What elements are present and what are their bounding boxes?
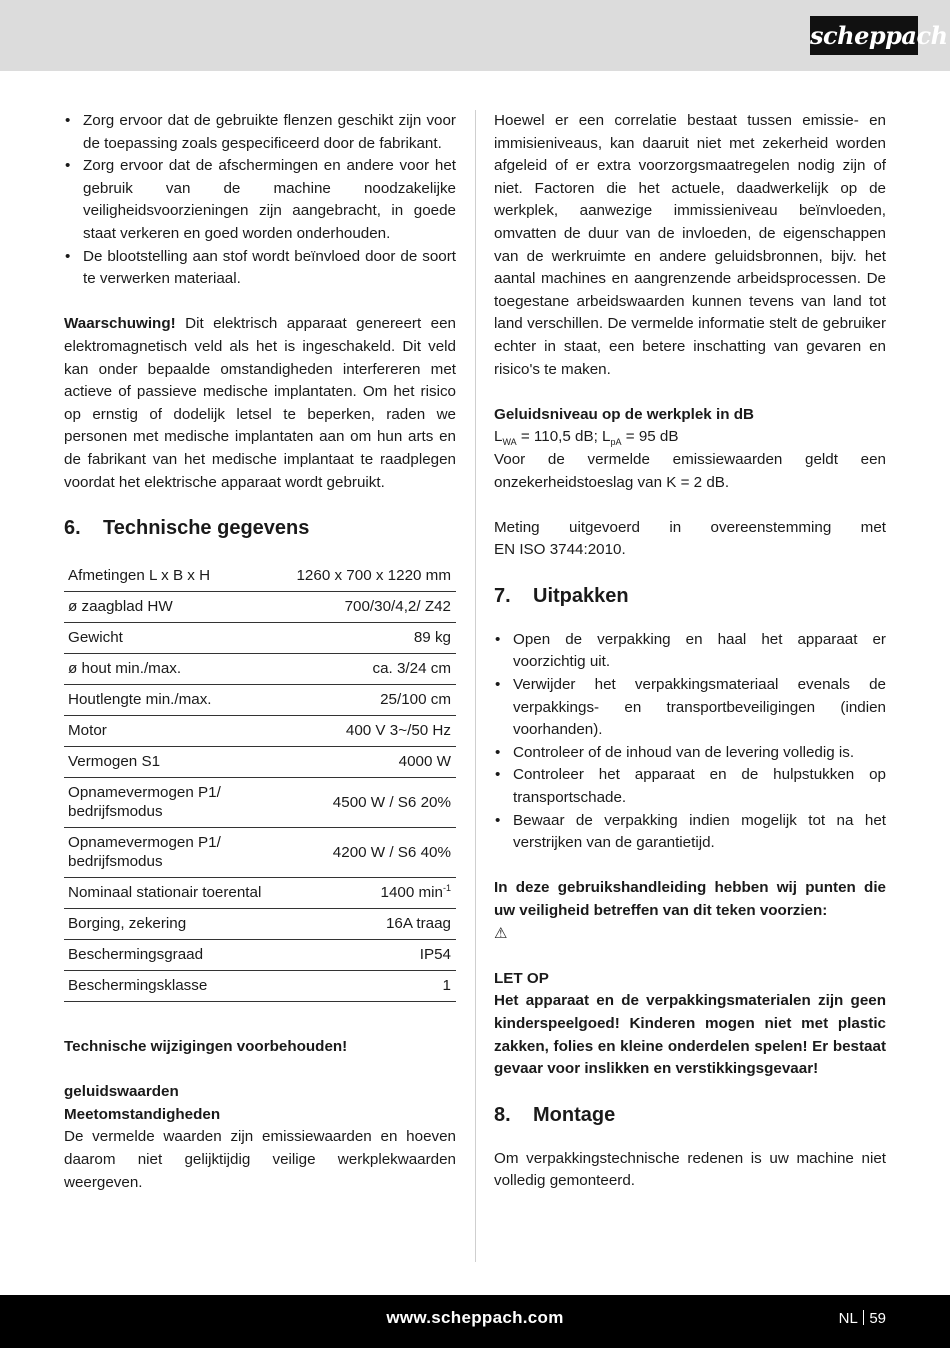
lwa-subscript: WA [502, 437, 517, 448]
measure-text-line1: Meting uitgevoerd in overeenstemming met [494, 518, 886, 536]
table-row [64, 592, 456, 623]
separator [863, 1310, 865, 1325]
spec-label: Beschermingsgraad [64, 940, 279, 971]
letop-heading: LET OP [494, 969, 549, 987]
lpa-subscript: pA [610, 437, 622, 448]
table-row [64, 623, 456, 654]
spec-value-cell [279, 878, 456, 909]
section-6-heading [64, 514, 456, 542]
section-title: Montage [533, 1103, 616, 1126]
section-title: Uitpakken [533, 584, 629, 607]
page-indicator [839, 1310, 886, 1327]
montage-text: Om verpakkingstechnische redenen is uw machine niet volledig gemonteerd. [494, 1149, 886, 1190]
spec-label: Afmetingen L x B x H [64, 561, 279, 592]
list-item: • Zorg ervoor dat de afschermingen en andere voor het gebruik van de machine noodzakelijke veiligheidsvoorzieningen zijn aangebracht, in goede staat verkeren en goed worden onderhouden. [64, 155, 456, 245]
spec-value: IP54 [279, 940, 456, 971]
lwa-symbol: L [494, 428, 503, 446]
spec-label: Houtlengte min./max. [64, 685, 279, 716]
page-number: 59 [869, 1310, 886, 1327]
warning-paragraph [64, 313, 456, 494]
table-row [64, 747, 456, 778]
column-divider [475, 110, 476, 1262]
spec-label: ø zaagblad HW [64, 592, 279, 623]
header-bar [0, 0, 950, 71]
warning-text: Dit elektrisch apparaat genereert een elektromagnetisch veld als het is ingeschakeld. Dit veld kan onder bepaalde omstandigheden interfereren met actieve of passieve medische implantaten. Om het risico op ernstig of dodelijk letsel te beperken, raden we personen met medische implantaten aan om hun arts en de fabrikant van het medische implantaat te raadplegen voordat het elektrische apparaat wordt gebruikt. [64, 315, 456, 491]
safety-symbol-note: In deze gebruikshandleiding hebben wij punten die uw veiligheid betreffen van dit teken voorzien: [494, 879, 886, 919]
tech-changes-note: Technische wijzigingen voorbehouden! [64, 1038, 348, 1056]
spec-label: Gewicht [64, 623, 279, 654]
spec-value: 89 kg [279, 623, 456, 654]
spec-value: 4000 W [279, 747, 456, 778]
section-number: 8. [494, 1103, 511, 1126]
spec-value-exponent: -1 [442, 883, 451, 894]
table-row [64, 561, 456, 592]
website-link[interactable]: www.scheppach.com [386, 1308, 564, 1327]
spec-label: Borging, zekering [64, 909, 279, 940]
spec-value: 4500 W / S6 20% [279, 778, 456, 828]
section-title: Technische gegevens [103, 517, 310, 540]
lwa-value: = 110,5 dB; [516, 428, 603, 446]
table-row [64, 654, 456, 685]
section-number: 6. [64, 517, 81, 540]
spec-value: ca. 3/24 cm [279, 654, 456, 685]
sound-values [494, 426, 886, 449]
safety-bullet-list [64, 110, 456, 291]
table-row [64, 909, 456, 940]
letop-text: Het apparaat en de verpakkingsmaterialen zijn geen kinderspeelgoed! Kinderen mogen niet met plastic zakken, folies en kleine onderdelen spelen! Er bestaat gevaar voor inslikken en verstikkingsgevaar! [494, 992, 886, 1078]
sound-level-heading: Geluidsniveau op de werkplek in dB [494, 405, 754, 423]
spec-label: Nominaal stationair toerental [64, 878, 279, 909]
list-item: • Controleer het apparaat en de hulpstukken op transportschade. [494, 764, 886, 809]
table-row [64, 971, 456, 1002]
list-item: • Bewaar de verpakking indien mogelijk tot na het verstrijken van de garantietijd. [494, 810, 886, 855]
conditions-heading: Meetomstandigheden [64, 1105, 221, 1123]
list-item: • Open de verpakking en haal het apparaat er voorzichtig uit. [494, 629, 886, 674]
lpa-value: = 95 dB [621, 428, 679, 446]
section-number: 7. [494, 584, 511, 607]
spec-value: 4200 W / S6 40% [279, 828, 456, 878]
uncertainty-text: Voor de vermelde emissiewaarden geldt een onzekerheidstoeslag van K = 2 dB. [494, 450, 886, 491]
noise-heading: geluidswaarden [64, 1083, 179, 1101]
spec-value: 1 [279, 971, 456, 1002]
unpack-bullet-list [494, 629, 886, 855]
spec-table [64, 561, 456, 1002]
spec-value: 25/100 cm [279, 685, 456, 716]
table-row [64, 828, 456, 878]
table-row [64, 716, 456, 747]
lpa-symbol: L [602, 428, 611, 446]
footer-bar [0, 1295, 950, 1348]
table-row [64, 778, 456, 828]
brand-logo: scheppach [810, 16, 918, 55]
list-item: • De blootstelling aan stof wordt beïnvloed door de soort te verwerken materiaal. [64, 246, 456, 291]
spec-label: Opnamevermogen P1/ bedrijfsmodus [64, 828, 279, 878]
spec-value: 700/30/4,2/ Z42 [279, 592, 456, 623]
warning-label: Waarschuwing! [64, 315, 176, 333]
spec-value: 1400 min [380, 884, 443, 902]
spec-label: Vermogen S1 [64, 747, 279, 778]
spec-value: 400 V 3~/50 Hz [279, 716, 456, 747]
table-row [64, 685, 456, 716]
spec-label: Beschermingsklasse [64, 971, 279, 1002]
conditions-text: De vermelde waarden zijn emissiewaarden en hoeven daarom niet gelijktijdig veilige werkplekwaarden weergeven. [64, 1128, 456, 1191]
warning-triangle-icon: ⚠ [494, 924, 508, 942]
language-code: NL [838, 1310, 858, 1327]
table-row [64, 878, 456, 909]
spec-value: 1260 x 700 x 1220 mm [279, 561, 456, 592]
left-column [64, 110, 456, 1194]
table-row [64, 940, 456, 971]
spec-label: Motor [64, 716, 279, 747]
list-item: • Verwijder het verpakkingsmateriaal evenals de verpakkings- en transportbeveiligingen (indien voorhanden). [494, 674, 886, 742]
spec-label: Opnamevermogen P1/ bedrijfsmodus [64, 778, 279, 828]
spec-value: 16A traag [279, 909, 456, 940]
spec-label: ø hout min./max. [64, 654, 279, 685]
section-8-heading [494, 1101, 886, 1129]
measure-text-line2: EN ISO 3744:2010. [494, 541, 626, 559]
section-7-heading [494, 582, 886, 610]
correlation-paragraph: Hoewel er een correlatie bestaat tussen emissie- en immisieniveaus, kan daaruit niet met zekerheid worden afgeleid of er extra voorzorgsmaatregelen nodig zijn of niet. Factoren die het actuele, daadwerkelijk op de werkplek, aanwezige immissieniveau beïnvloeden, omvatten de duur van de invloeden, de eigenschappen van de werkruimte en andere geluidsbronnen, bijv. het aantal machines en aangrenzende arbeidsprocessen. De toegestane arbeidswaarden kunnen tevens van land tot land verschillen. De vermelde informatie stelt de gebruiker echter in staat, een betere inschatting van gevaren en risico's te maken. [494, 112, 886, 378]
right-column [494, 110, 886, 1193]
list-item: • Controleer of de inhoud van de levering volledig is. [494, 742, 886, 765]
list-item: • Zorg ervoor dat de gebruikte flenzen geschikt zijn voor de toepassing zoals gespecificeerd door de fabrikant. [64, 110, 456, 155]
